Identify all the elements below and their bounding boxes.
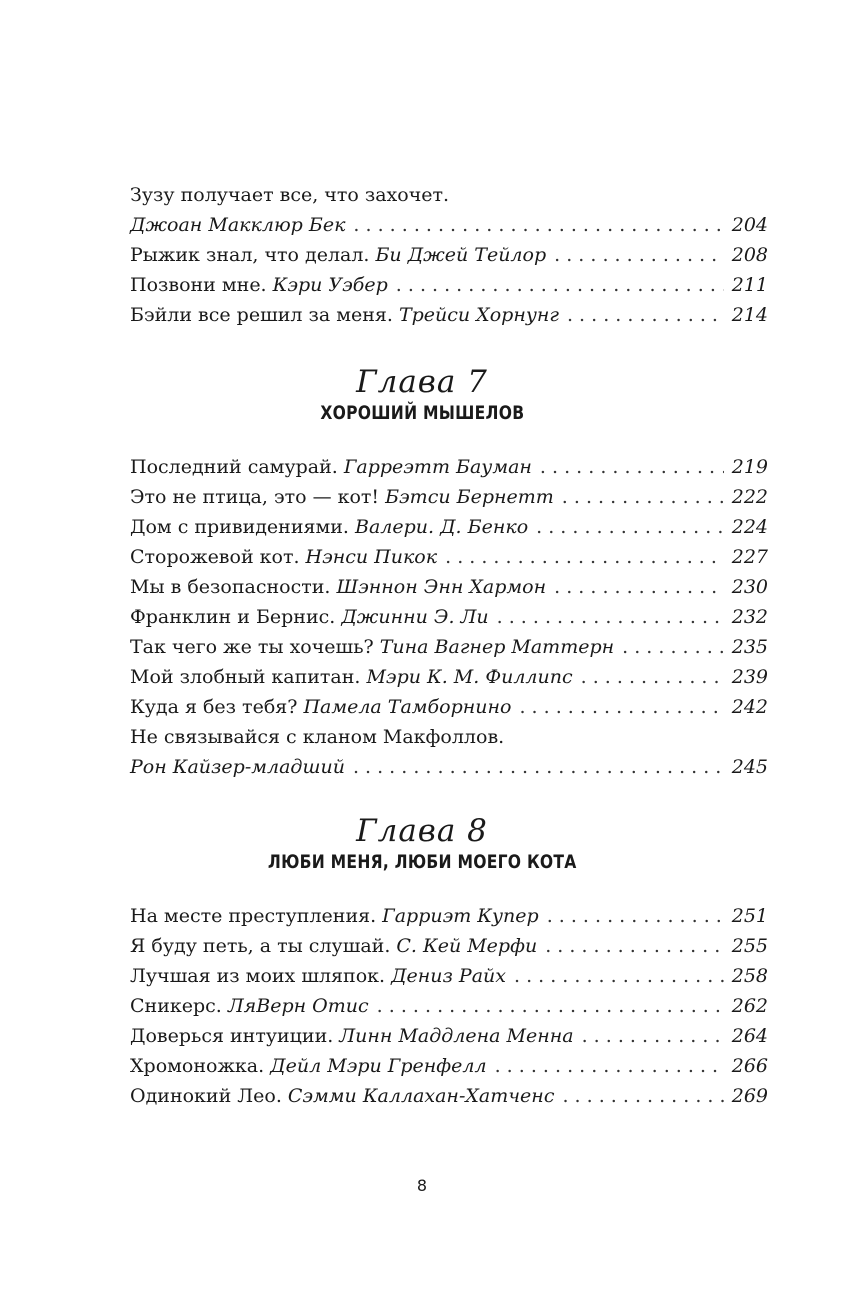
toc-entry (130, 452, 768, 482)
entry-author: Дениз Райх (391, 965, 506, 987)
chapter-label: Глава 8 (356, 813, 488, 849)
entry-author: Мэри К. М. Филлипс (366, 666, 573, 688)
entry-author: Дейл Мэри Гренфелл (270, 1055, 487, 1077)
toc-entry (130, 1081, 768, 1111)
dot-leader (554, 572, 724, 602)
entry-page-number: 232 (731, 606, 768, 628)
entry-author: Валери. Д. Бенко (354, 516, 529, 538)
dot-leader (536, 512, 724, 542)
toc-entry (130, 180, 768, 210)
entry-author: Сэмми Каллахан-Хатченс (287, 1085, 555, 1107)
entry-title: Мы в безопасности. (130, 576, 331, 598)
toc-entry (130, 542, 768, 572)
chapter-label: Глава 7 (356, 364, 488, 400)
dot-leader (495, 1051, 724, 1081)
entry-page-number: 208 (731, 244, 768, 266)
entry-title: Последний самурай. (130, 456, 338, 478)
toc-entry (130, 210, 768, 240)
entry-title: Мой злобный капитан. (130, 666, 361, 688)
toc-chapter-7 (130, 452, 768, 782)
entry-author: Джоан Макклюр Бек (130, 214, 346, 236)
toc-entry (130, 722, 768, 752)
entry-author: Гарреэтт Бауман (343, 456, 532, 478)
entry-page-number: 211 (731, 274, 768, 296)
entry-page-number: 242 (731, 696, 768, 718)
entry-page-number: 264 (731, 1025, 768, 1047)
toc-entry (130, 1051, 768, 1081)
entry-author: Бэтси Бернетт (385, 486, 554, 508)
entry-title: Позвони мне. (130, 274, 267, 296)
dot-leader (545, 931, 724, 961)
entry-page-number: 262 (731, 995, 768, 1017)
toc-entry (130, 270, 768, 300)
chapter-name: ЛЮБИ МЕНЯ, ЛЮБИ МОЕГО КОТА (267, 851, 577, 873)
dot-leader (562, 1081, 723, 1111)
entry-page-number: 235 (731, 636, 768, 658)
entry-page-number: 258 (731, 965, 768, 987)
entry-page-number: 239 (731, 666, 768, 688)
entry-title: Бэйли все решил за меня. (130, 304, 393, 326)
dot-leader (562, 482, 724, 512)
toc-entry (130, 961, 768, 991)
entry-author: Памела Тамборнино (303, 696, 512, 718)
toc-section-top (130, 180, 768, 330)
entry-title: На месте преступления. (130, 905, 377, 927)
entry-author: Би Джей Тейлор (375, 244, 547, 266)
toc-entry (130, 662, 768, 692)
dot-leader (497, 602, 724, 632)
toc-entry (130, 602, 768, 632)
toc-entry (130, 300, 768, 330)
toc-entry (130, 752, 768, 782)
entry-author: ЛяВерн Отис (227, 995, 369, 1017)
entry-page-number: 222 (731, 486, 768, 508)
dot-leader (547, 901, 724, 931)
entry-title: Это не птица, это — кот! (130, 486, 380, 508)
entry-page-number: 230 (731, 576, 768, 598)
entry-author: Рон Кайзер-младший (130, 756, 345, 778)
dot-leader (353, 752, 724, 782)
toc-entry (130, 632, 768, 662)
entry-author: Тина Вагнер Маттерн (379, 636, 615, 658)
toc-entry (130, 991, 768, 1021)
entry-title: Доверься интуиции. (130, 1025, 334, 1047)
entry-title: Не связывайся с кланом Макфоллов. (130, 726, 505, 748)
dot-leader (581, 662, 724, 692)
entry-title: Дом с привидениями. (130, 516, 349, 538)
dot-leader (540, 452, 724, 482)
dot-leader (445, 542, 724, 572)
chapter-8-heading (0, 813, 844, 875)
entry-title: Рыжик знал, что делал. (130, 244, 370, 266)
entry-author: Кэри Уэбер (272, 274, 388, 296)
chapter-7-heading (0, 364, 844, 426)
entry-title: Куда я без тебя? (130, 696, 298, 718)
entry-title: Зузу получает все, что захочет. (130, 184, 450, 206)
entry-author: Нэнси Пикок (305, 546, 438, 568)
entry-title: Так чего же ты хочешь? (130, 636, 374, 658)
entry-page-number: 251 (731, 905, 768, 927)
entry-author: Трейси Хорнунг (398, 304, 559, 326)
toc-entry (130, 931, 768, 961)
entry-page-number: 224 (731, 516, 768, 538)
entry-title: Лучшая из моих шляпок. (130, 965, 386, 987)
entry-page-number: 214 (731, 304, 768, 326)
toc-entry (130, 240, 768, 270)
entry-page-number: 245 (731, 756, 768, 778)
dot-leader (554, 240, 724, 270)
entry-page-number: 266 (731, 1055, 768, 1077)
entry-author: Гарриэт Купер (382, 905, 539, 927)
toc-entry (130, 512, 768, 542)
entry-title: Сторожевой кот. (130, 546, 300, 568)
dot-leader (582, 1021, 724, 1051)
entry-title: Хромоножка. (130, 1055, 265, 1077)
entry-author: Шэннон Энн Хармон (336, 576, 547, 598)
entry-author: С. Кей Мерфи (396, 935, 538, 957)
entry-author: Джинни Э. Ли (341, 606, 489, 628)
entry-title: Франклин и Бернис. (130, 606, 336, 628)
page-number: 8 (416, 1176, 428, 1195)
toc-entry (130, 901, 768, 931)
entry-page-number: 204 (731, 214, 768, 236)
entry-title: Одинокий Лео. (130, 1085, 282, 1107)
chapter-name: ХОРОШИЙ МЫШЕЛОВ (320, 402, 524, 424)
dot-leader (514, 961, 724, 991)
entry-page-number: 227 (731, 546, 768, 568)
dot-leader (396, 270, 724, 300)
entry-page-number: 219 (731, 456, 768, 478)
dot-leader (519, 692, 723, 722)
toc-entry (130, 572, 768, 602)
toc-entry (130, 692, 768, 722)
entry-page-number: 269 (731, 1085, 768, 1107)
toc-entry (130, 1021, 768, 1051)
entry-author: Линн Маддлена Менна (339, 1025, 574, 1047)
dot-leader (353, 210, 723, 240)
entry-page-number: 255 (731, 935, 768, 957)
entry-title: Сникерс. (130, 995, 222, 1017)
entry-title: Я буду петь, а ты слушай. (130, 935, 391, 957)
dot-leader (567, 300, 724, 330)
dot-leader (622, 632, 724, 662)
toc-entry (130, 482, 768, 512)
toc-chapter-8 (130, 901, 768, 1111)
dot-leader (377, 991, 724, 1021)
